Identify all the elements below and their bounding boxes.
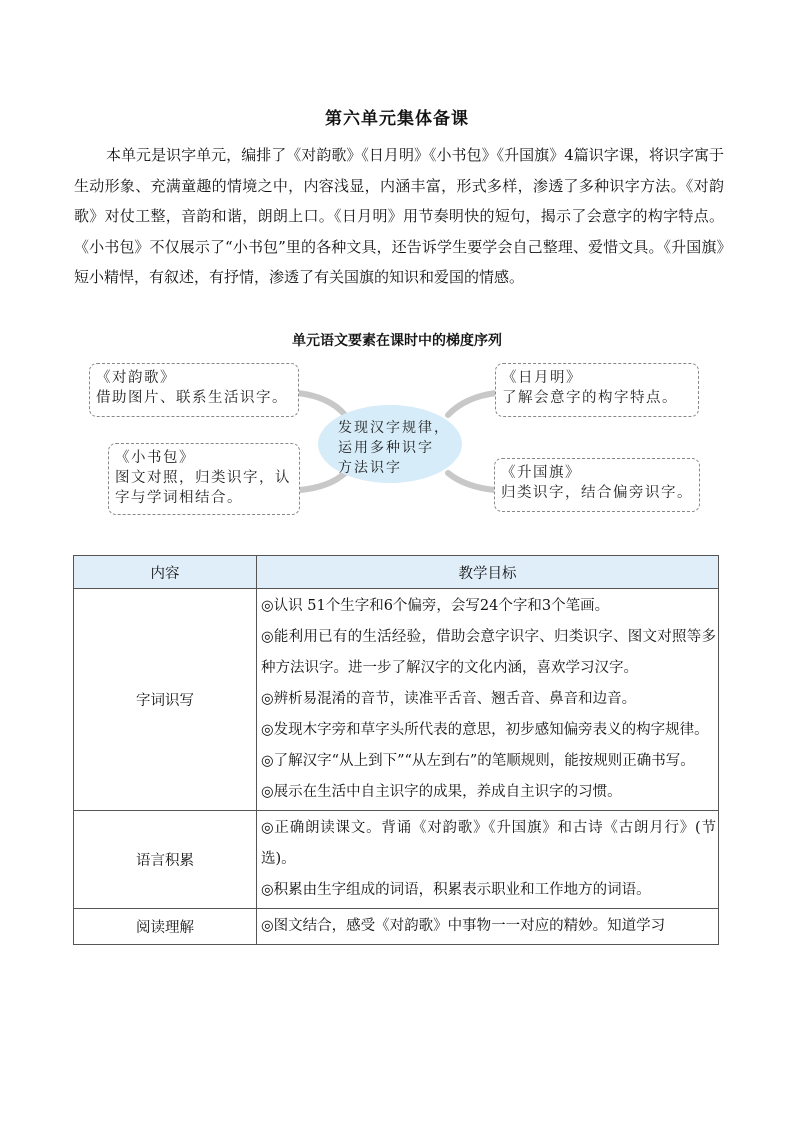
intro-paragraph: 本单元是识字单元，编排了《对韵歌》《日月明》《小书包》《升国旗》4篇识字课，将识字寓于生动形象、充满童趣的情境之中，内容浅显，内涵丰富，形式多样，渗透了多种识字方法。《对韵歌》对仗工整，音韵和谐，朗朗上口。《日月明》用节奏明快的短句，揭示了会意字的构字特点。《小书包》不仅展示了“小书包”里的各种文具，还告诉学生要学会自己整理、爱惜文具。《升国旗》短小精悍，有叙述，有抒情，渗透了有关国旗的知识和爱国的情感。	[74, 146, 724, 286]
row-goals	[257, 811, 719, 909]
goals-table	[73, 555, 719, 945]
row-goals	[257, 589, 719, 811]
table-row	[74, 589, 719, 811]
goal-item: ◎能利用已有的生活经验，借助会意字识字、归类识字、图文对照等多种方法识字。进一步了解汉字的文化内涵，喜欢学习汉字。	[261, 629, 716, 676]
lesson-desc: 归类识字，结合偏旁识字。	[501, 485, 693, 501]
lesson-desc: 借助图片、联系生活识字。	[96, 390, 288, 406]
row-goals	[257, 909, 719, 945]
lesson-name: 《小书包》	[115, 450, 195, 466]
table-row	[74, 909, 719, 945]
goal-item: ◎展示在生活中自主识字的成果，养成自主识字的习惯。	[261, 784, 622, 800]
lesson-name: 《日月明》	[502, 370, 582, 386]
lesson-box-xiaoshubao	[108, 443, 300, 515]
page-title: 第六单元集体备课	[325, 109, 469, 129]
center-concept: 发现汉字规律， 运用多种识字 方法识字	[318, 405, 462, 483]
goal-item: ◎正确朗读课文。背诵《对韵歌》《升国旗》和古诗《古朗月行》(节选)。	[261, 820, 716, 867]
row-category: 阅读理解	[74, 909, 257, 945]
lesson-box-riyueming	[495, 363, 699, 417]
lesson-name: 《升国旗》	[501, 465, 581, 481]
goal-item: ◎图文结合，感受《对韵歌》中事物一一对应的精妙。知道学习	[261, 918, 666, 934]
goal-item: ◎了解汉字“从上到下”“从左到右”的笔顺规则，能按规则正确书写。	[261, 753, 695, 769]
row-category: 语言积累	[74, 811, 257, 909]
lesson-desc: 了解会意字的构字特点。	[502, 390, 678, 406]
goal-item: ◎积累由生字组成的词语，积累表示职业和工作地方的词语。	[261, 882, 651, 898]
table-header-content: 内容	[74, 556, 257, 589]
lesson-name: 《对韵歌》	[96, 370, 176, 386]
lesson-box-shengguoqi	[494, 458, 700, 512]
lesson-desc: 图文对照，归类识字，认字与学词相结合。	[115, 470, 291, 506]
row-category: 字词识写	[74, 589, 257, 811]
table-row	[74, 811, 719, 909]
goal-item: ◎辨析易混淆的音节，读准平舌音、翘舌音、鼻音和边音。	[261, 691, 637, 707]
goal-item: ◎认识 51个生字和6个偏旁，会写24个字和3个笔画。	[261, 598, 610, 614]
diagram-title: 单元语文要素在课时中的梯度序列	[292, 333, 502, 349]
table-header-row	[74, 556, 719, 589]
lesson-box-duiyunge	[89, 363, 299, 417]
table-header-goals: 教学目标	[257, 556, 719, 589]
mind-map	[0, 355, 794, 525]
goal-item: ◎发现木字旁和草字头所代表的意思，初步感知偏旁表义的构字规律。	[261, 722, 709, 738]
